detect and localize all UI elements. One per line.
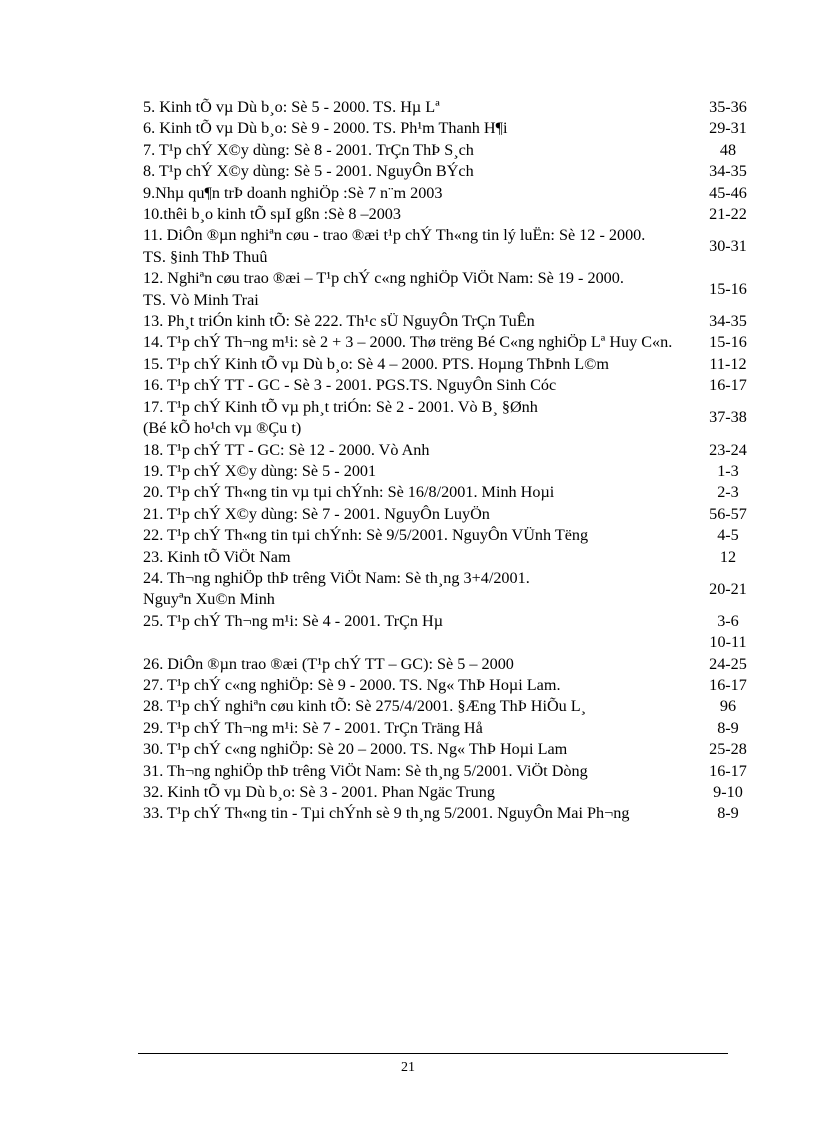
reference-item <box>143 675 755 696</box>
reference-pages: 48 <box>719 140 737 159</box>
reference-item <box>143 547 755 568</box>
reference-text: 25. T¹p chÝ Th¬ng m¹i: Sè 4 - 2001. TrÇn Hµ <box>143 611 444 630</box>
reference-item <box>143 568 755 611</box>
reference-text: 29. T¹p chÝ Th¬ng m¹i: Sè 7 - 2001. TrÇn Träng Hå <box>143 718 483 737</box>
reference-text: 6. Kinh tÕ vµ Dù b¸o: Sè 9 - 2000. TS. Ph¹m Thanh H¶i <box>143 119 508 138</box>
reference-item <box>143 611 755 632</box>
reference-pages: 4-5 <box>717 526 739 545</box>
footer-rule <box>138 1053 728 1054</box>
reference-item <box>143 183 755 204</box>
reference-item <box>143 332 755 353</box>
reference-item <box>143 140 755 161</box>
reference-text: 7. T¹p chÝ X©y dùng: Sè 8 - 2001. TrÇn ThÞ S¸ch <box>143 140 474 159</box>
reference-pages: 16-17 <box>709 675 747 694</box>
reference-text: 15. T¹p chÝ Kinh tÕ vµ Dù b¸o: Sè 4 – 2000. PTS. Hoµng ThÞnh L©m <box>143 354 609 373</box>
reference-item <box>143 761 755 782</box>
reference-item <box>143 504 755 525</box>
reference-item <box>143 632 755 653</box>
reference-pages: 34-35 <box>709 312 747 331</box>
reference-pages: 2-3 <box>717 483 739 502</box>
reference-list <box>143 97 755 825</box>
reference-text: 23. Kinh tÕ ViÖt Nam <box>143 547 291 566</box>
reference-pages: 15-16 <box>709 333 747 352</box>
reference-text: 16. T¹p chÝ TT - GC - Sè 3 - 2001. PGS.TS. NguyÔn Sinh Cóc <box>143 376 557 395</box>
reference-text: 12. Nghiªn cøu trao ®æi – T¹p chÝ c«ng nghiÖp ViÖt Nam: Sè 19 - 2000. TS. Vò Minh Trai <box>143 269 624 309</box>
reference-item <box>143 654 755 675</box>
reference-pages: 96 <box>719 697 737 716</box>
reference-pages: 12 <box>719 547 737 566</box>
reference-item <box>143 739 755 760</box>
reference-item <box>143 311 755 332</box>
reference-item <box>143 718 755 739</box>
reference-item <box>143 440 755 461</box>
reference-text: 27. T¹p chÝ c«ng nghiÖp: Sè 9 - 2000. TS. Ng« ThÞ Hoµi Lam. <box>143 675 561 694</box>
reference-pages: 23-24 <box>709 440 747 459</box>
reference-pages: 16-17 <box>709 761 747 780</box>
reference-pages: 45-46 <box>709 183 747 202</box>
reference-pages: 1-3 <box>717 461 739 480</box>
reference-text: 19. T¹p chÝ X©y dùng: Sè 5 - 2001 <box>143 461 377 480</box>
reference-item <box>143 482 755 503</box>
page-number: 21 <box>401 1060 415 1075</box>
reference-pages: 8-9 <box>717 718 739 737</box>
reference-pages: 25-28 <box>709 740 747 759</box>
reference-pages: 56-57 <box>709 504 747 523</box>
reference-pages: 37-38 <box>709 408 747 427</box>
reference-text: 8. T¹p chÝ X©y dùng: Sè 5 - 2001. NguyÔn BÝch <box>143 162 474 181</box>
reference-text: 30. T¹p chÝ c«ng nghiÖp: Sè 20 – 2000. TS. Ng« ThÞ Hoµi Lam <box>143 740 568 759</box>
reference-pages: 29-31 <box>709 119 747 138</box>
reference-pages: 11-12 <box>709 354 747 373</box>
reference-pages: 3-6 <box>717 611 739 630</box>
reference-item <box>143 225 755 268</box>
reference-text: 24. Th¬ng nghiÖp thÞ trêng ViÖt Nam: Sè th¸ng 3+4/2001. Nguyªn Xu©n Minh <box>143 568 530 609</box>
reference-item <box>143 696 755 717</box>
reference-text: 10.thêi b¸o kinh tÕ sµI gßn :Sè 8 –2003 <box>143 205 401 224</box>
reference-text: 28. T¹p chÝ nghiªn cøu kinh tÕ: Sè 275/4/2001. §Æng ThÞ HiÕu L¸ <box>143 697 587 716</box>
reference-text: 14. T¹p chÝ Th¬ng m¹i: sè 2 + 3 – 2000. Thø trëng Bé C«ng nghiÖp Lª Huy C«n. <box>143 333 673 352</box>
reference-item <box>143 354 755 375</box>
reference-pages: 20-21 <box>709 579 747 598</box>
reference-item <box>143 803 755 824</box>
reference-pages: 9-10 <box>713 783 743 801</box>
reference-text: 13. Ph¸t triÓn kinh tÕ: Sè 222. Th¹c sÜ NguyÔn TrÇn TuÊn <box>143 312 535 331</box>
reference-text: 31. Th¬ng nghiÖp thÞ trêng ViÖt Nam: Sè th¸ng 5/2001. ViÖt Dòng <box>143 761 588 780</box>
reference-item <box>143 525 755 546</box>
reference-item <box>143 397 755 440</box>
reference-text: 11. DiÔn ®µn nghiªn cøu - trao ®æi t¹p chÝ Th«ng tin lý luËn: Sè 12 - 2000. TS. §inh ThÞ Thuû <box>143 226 646 266</box>
reference-text: 17. T¹p chÝ Kinh tÕ vµ ph¸t triÓn: Sè 2 - 2001. Vò B¸ §Ønh (Bé kÕ ho¹ch vµ ®Çu t) <box>143 397 538 438</box>
reference-pages: 8-9 <box>717 804 739 823</box>
reference-pages: 15-16 <box>709 279 747 298</box>
reference-text: 18. T¹p chÝ TT - GC: Sè 12 - 2000. Vò Anh <box>143 440 430 459</box>
reference-pages: 30-31 <box>709 237 747 256</box>
reference-pages: 21-22 <box>709 205 747 224</box>
reference-pages: 16-17 <box>709 376 747 395</box>
reference-text: 9.Nhµ qu¶n trÞ doanh nghiÖp :Sè 7 n¨m 2003 <box>143 183 443 202</box>
reference-text: 20. T¹p chÝ Th«ng tin vµ tµi chÝnh: Sè 16/8/2001. Minh Hoµi <box>143 483 555 502</box>
reference-item <box>143 118 755 139</box>
reference-item <box>143 204 755 225</box>
reference-text: 22. T¹p chÝ Th«ng tin tµi chÝnh: Sè 9/5/2001. NguyÔn VÜnh Tëng <box>143 526 589 545</box>
reference-item <box>143 161 755 182</box>
reference-text: 33. T¹p chÝ Th«ng tin - Tµi chÝnh sè 9 th¸ng 5/2001. NguyÔn Mai Ph¬ng <box>143 804 630 823</box>
reference-pages: 24-25 <box>709 654 747 673</box>
reference-item <box>143 782 755 803</box>
reference-text <box>143 632 695 653</box>
reference-item <box>143 268 755 311</box>
reference-pages: 10-11 <box>709 633 747 652</box>
reference-text: 21. T¹p chÝ X©y dùng: Sè 7 - 2001. NguyÔn LuyÖn <box>143 504 490 523</box>
reference-pages: 35-36 <box>709 98 747 116</box>
reference-text: 5. Kinh tÕ vµ Dù b¸o: Sè 5 - 2000. TS. Hµ Lª <box>143 98 440 116</box>
reference-item <box>143 375 755 396</box>
reference-item <box>143 97 755 118</box>
reference-text: 32. Kinh tÕ vµ Dù b¸o: Sè 3 - 2001. Phan Ngäc Trung <box>143 783 495 801</box>
reference-pages: 34-35 <box>709 162 747 181</box>
reference-item <box>143 461 755 482</box>
reference-text: 26. DiÔn ®µn trao ®æi (T¹p chÝ TT – GC): Sè 5 – 2000 <box>143 654 514 673</box>
